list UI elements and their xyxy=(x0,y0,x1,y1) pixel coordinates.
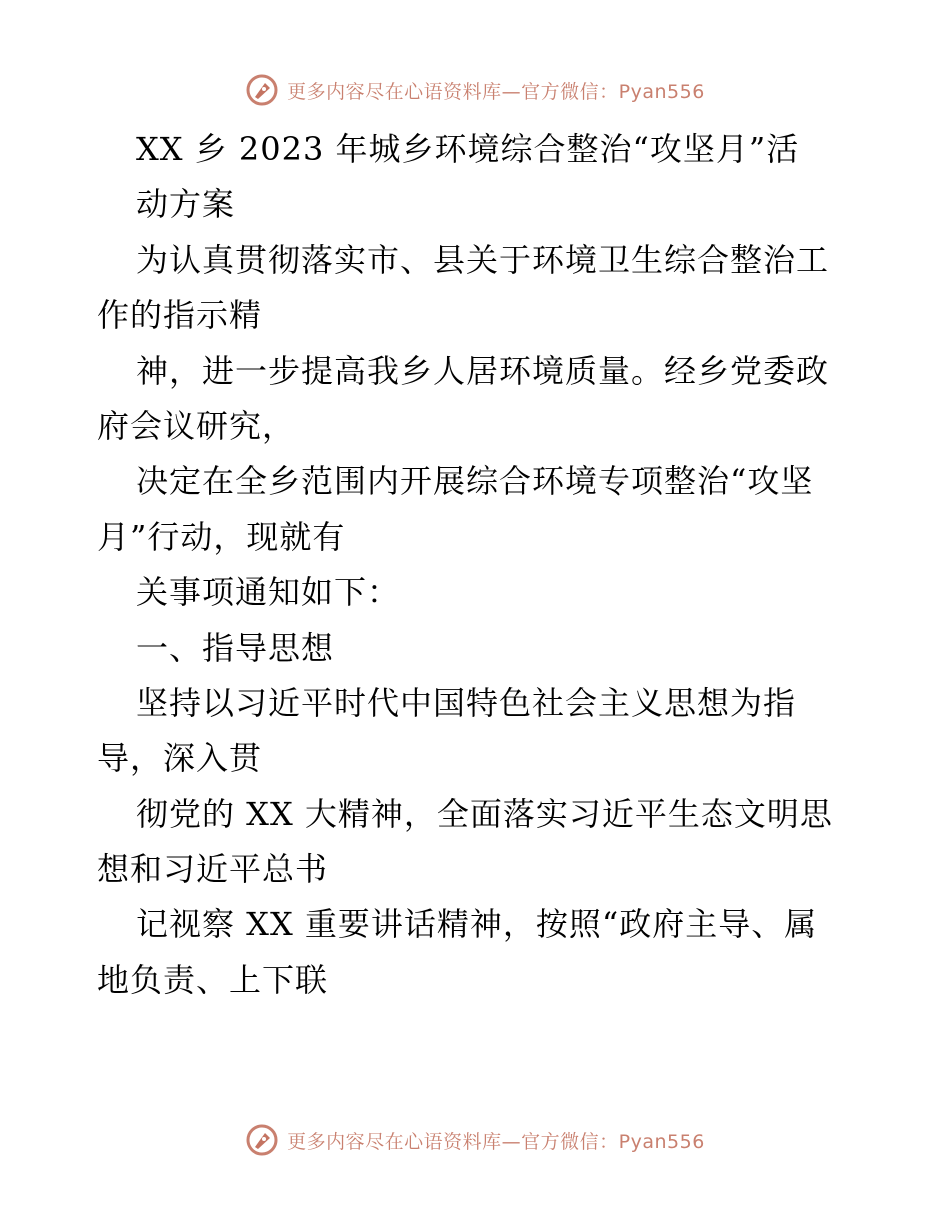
document-line: 想和习近平总书 xyxy=(97,850,329,889)
document-line: 月”行动，现就有 xyxy=(97,517,346,556)
document-body xyxy=(97,122,857,1008)
document-line: XX 乡 2023 年城乡环境综合整治“攻坚月”活 xyxy=(136,130,800,168)
document-line: 地负责、上下联 xyxy=(97,960,329,999)
header-watermark-banner xyxy=(0,70,950,110)
document-line: 彻党的 XX 大精神，全面落实习近平生态文明思 xyxy=(136,794,833,833)
document-line: 神，进一步提高我乡人居环境质量。经乡党委政 xyxy=(136,351,830,390)
document-line: 一、指导思想 xyxy=(136,628,335,667)
document-line: 决定在全乡范围内开展综合环境专项整治“攻坚 xyxy=(136,462,814,501)
document-line: 为认真贯彻落实市、县关于环境卫生综合整治工 xyxy=(136,240,830,279)
document-line: 导，深入贯 xyxy=(97,739,263,778)
document-line: 府会议研究， xyxy=(97,406,296,445)
footer-watermark-banner xyxy=(0,1120,950,1160)
document-line: 关事项通知如下： xyxy=(136,573,401,612)
document-line: 作的指示精 xyxy=(97,296,263,335)
document-line: 动方案 xyxy=(136,185,236,224)
pen-nib-circle-icon xyxy=(245,73,279,107)
banner-text: 更多内容尽在心语资料库—官方微信：Pyan556 xyxy=(287,80,705,103)
document-line: 记视察 XX 重要讲话精神，按照“政府主导、属 xyxy=(136,905,818,944)
pen-nib-circle-icon xyxy=(245,1123,279,1157)
document-line: 坚持以习近平时代中国特色社会主义思想为指 xyxy=(136,683,797,722)
banner-text: 更多内容尽在心语资料库—官方微信：Pyan556 xyxy=(287,1130,705,1153)
